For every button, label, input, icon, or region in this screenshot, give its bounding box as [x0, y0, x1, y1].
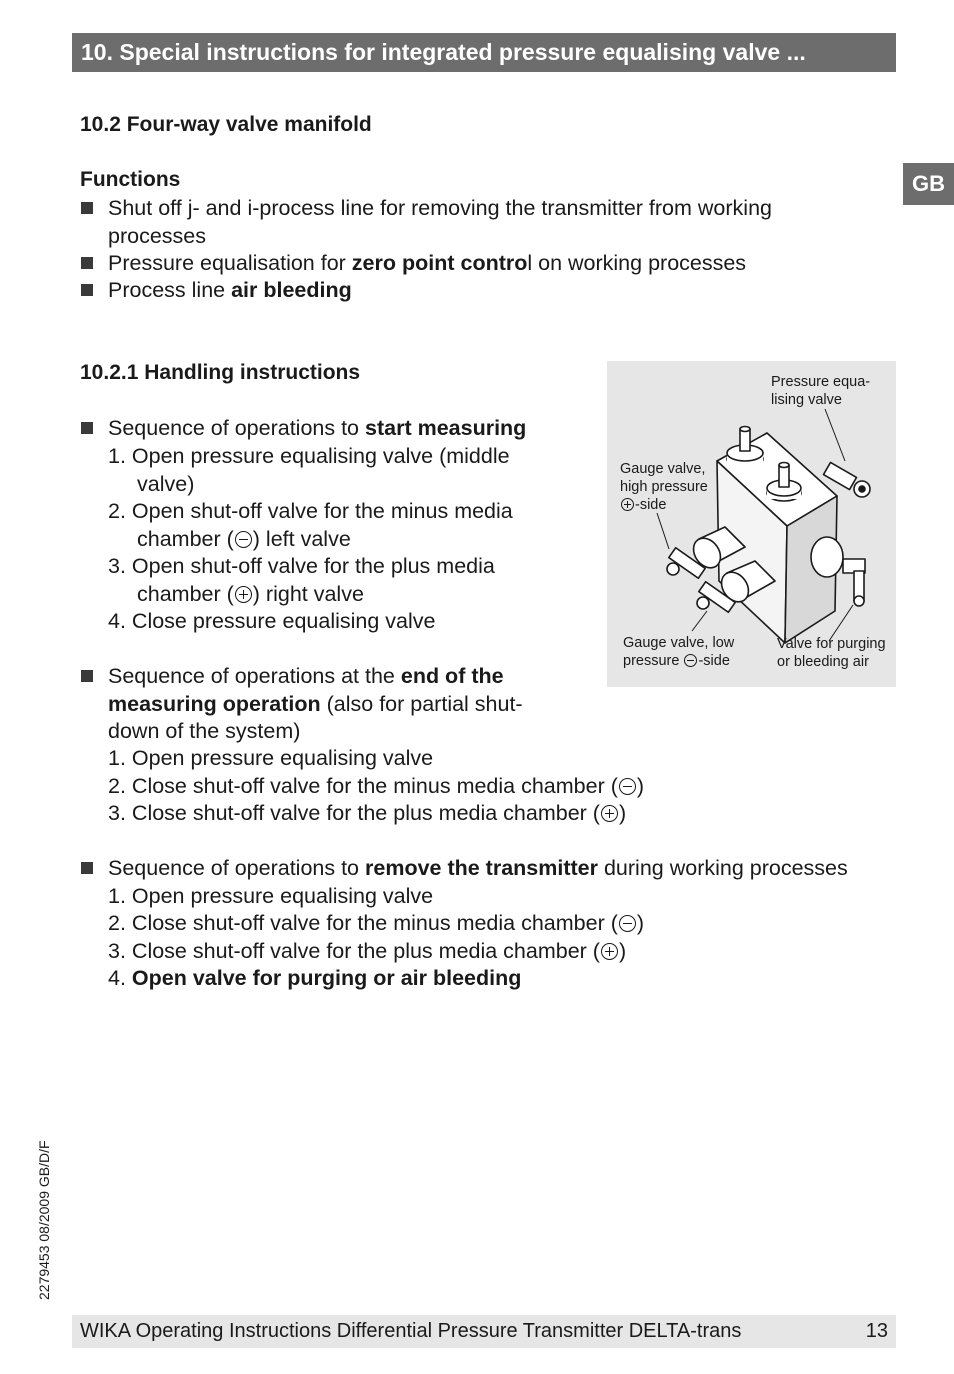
- footer-text: WIKA Operating Instructions Differential Pressure Transmitter DELTA-trans: [80, 1320, 742, 1342]
- label-gauge-valve-low: Gauge valve, low pressure -side: [623, 635, 735, 669]
- seq3-step-4: 4. Open valve for purging or air bleeding: [108, 966, 522, 990]
- seq3-step-1: 1. Open pressure equalising valve: [108, 884, 434, 908]
- minus-circle-icon: [619, 915, 636, 932]
- functions-item-1: Shut off j- and i-process line for removing the transmitter from working processes: [108, 196, 772, 248]
- functions-item-3: Process line air bleeding: [108, 278, 352, 302]
- valve-manifold-figure: [607, 361, 896, 687]
- page-header: [72, 33, 896, 72]
- bullet-square-icon: [81, 202, 93, 214]
- seq1-step-3-cont: chamber ( ) right valve: [137, 582, 364, 606]
- seq1-step-2-cont: chamber ( ) left valve: [137, 527, 351, 551]
- seq3-heading: Sequence of operations to remove the transmitter during working processes: [108, 856, 848, 880]
- language-tab[interactable]: GB: [903, 163, 954, 205]
- handling-title: 10.2.1 Handling instructions: [80, 361, 361, 384]
- plus-circle-icon: [601, 943, 618, 960]
- seq1-step-1-cont: valve): [137, 472, 195, 496]
- bullet-square-icon: [81, 422, 93, 434]
- seq2-step-2: 2. Close shut-off valve for the minus media chamber ( ): [108, 774, 645, 798]
- seq2-heading: Sequence of operations at the end of the measuring operation (also for partial shut- down of the system): [108, 664, 523, 743]
- bullet-square-icon: [81, 670, 93, 682]
- seq1-step-4: 4. Close pressure equalising valve: [108, 609, 436, 633]
- section-title: 10.2 Four-way valve manifold: [80, 113, 372, 136]
- seq2-step-3: 3. Close shut-off valve for the plus media chamber ( ): [108, 801, 627, 825]
- seq1-step-3: 3. Open shut-off valve for the plus media: [108, 554, 495, 578]
- functions-heading: Functions: [80, 168, 181, 191]
- page-footer: [72, 1315, 896, 1348]
- page-number: 13: [865, 1320, 888, 1342]
- plus-circle-icon: [621, 498, 634, 511]
- minus-circle-icon: [619, 778, 636, 795]
- seq3-step-3: 3. Close shut-off valve for the plus media chamber ( ): [108, 939, 627, 963]
- functions-item-2: Pressure equalisation for zero point control on working processes: [108, 251, 747, 275]
- seq2-step-1: 1. Open pressure equalising valve: [108, 746, 434, 770]
- bullet-square-icon: [81, 257, 93, 269]
- label-gauge-valve-high: Gauge valve, high pressure -side: [620, 461, 708, 513]
- seq1-step-1: 1. Open pressure equalising valve (middle: [108, 444, 510, 468]
- minus-circle-icon: [684, 654, 697, 667]
- header-title: 10. Special instructions for integrated pressure equalising valve ...: [81, 39, 806, 65]
- plus-circle-icon: [601, 805, 618, 822]
- bullet-square-icon: [81, 862, 93, 874]
- seq1-heading: Sequence of operations to start measuring: [108, 416, 527, 440]
- document-code: 2279453 08/2009 GB/D/F: [36, 1140, 52, 1300]
- label-pressure-equalising-valve: Pressure equa- lising valve: [771, 374, 871, 408]
- minus-circle-icon: [235, 531, 252, 548]
- label-purge-valve: Valve for purging or bleeding air: [777, 636, 886, 670]
- seq3-step-2: 2. Close shut-off valve for the minus media chamber ( ): [108, 911, 645, 935]
- plus-circle-icon: [235, 586, 252, 603]
- bullet-square-icon: [81, 284, 93, 296]
- seq1-step-2: 2. Open shut-off valve for the minus media: [108, 499, 513, 523]
